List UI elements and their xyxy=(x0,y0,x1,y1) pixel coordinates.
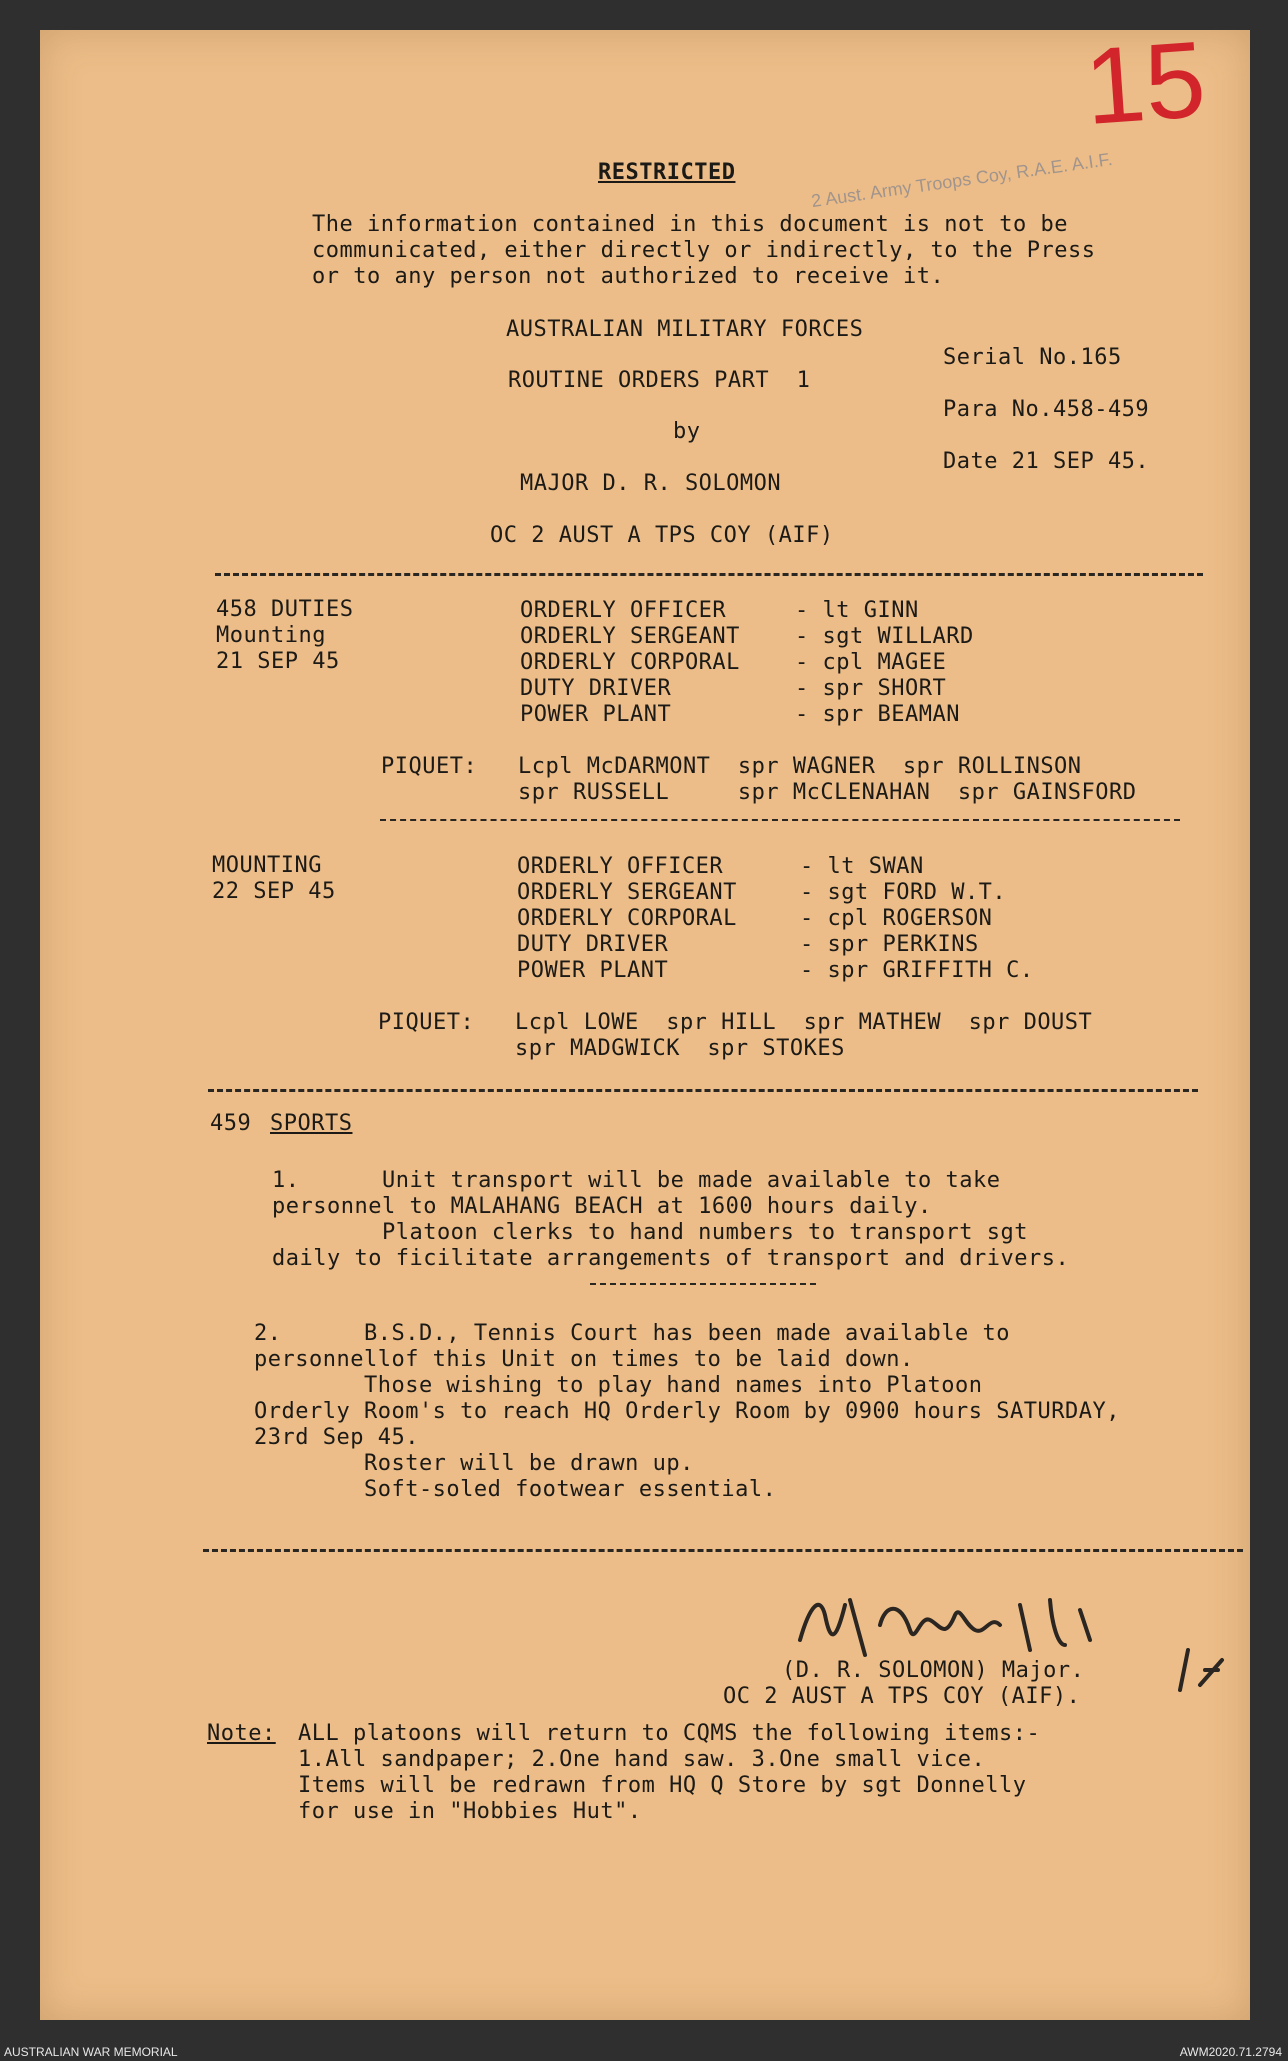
piquet-label: PIQUET: xyxy=(378,1010,475,1035)
note-label: Note: xyxy=(207,1721,276,1746)
piquet-label: PIQUET: xyxy=(381,754,478,779)
duty-name: - sgt WILLARD xyxy=(795,624,974,649)
divider xyxy=(215,573,1203,576)
sports-item2-line: Roster will be drawn up. xyxy=(254,1451,694,1476)
duties-label-2: Mounting xyxy=(216,623,326,648)
duty-role: ORDERLY CORPORAL xyxy=(517,906,737,931)
signatory-unit: OC 2 AUST A TPS COY (AIF). xyxy=(723,1684,1081,1709)
sports-item2-line: 2. B.S.D., Tennis Court has been made available to xyxy=(254,1321,1010,1346)
duty-role: DUTY DRIVER xyxy=(517,932,669,957)
duty-name: - cpl MAGEE xyxy=(795,650,947,675)
footer-accession: AWM2020.71.2794 xyxy=(1179,2045,1282,2059)
sports-item2-line: 23rd Sep 45. xyxy=(254,1425,419,1450)
restricted-heading: RESTRICTED xyxy=(598,160,736,185)
duty-name: - lt SWAN xyxy=(800,854,924,879)
page-number: 15 xyxy=(1080,17,1210,148)
sports-item1-line: Platoon clerks to hand numbers to transport sgt xyxy=(272,1220,1028,1245)
sports-item1-line: daily to ficilitate arrangements of transport and drivers. xyxy=(272,1246,1070,1271)
duty-name: - lt GINN xyxy=(795,598,919,623)
officer-name: MAJOR D. R. SOLOMON xyxy=(520,471,782,496)
duty-name: - sgt FORD W.T. xyxy=(800,880,1007,905)
duty-name: - spr SHORT xyxy=(795,676,947,701)
sports-item2-line: personnellof this Unit on times to be laid down. xyxy=(254,1347,914,1372)
duty-name: - spr BEAMAN xyxy=(795,702,960,727)
duty-role: ORDERLY SERGEANT xyxy=(520,624,740,649)
force-title: AUSTRALIAN MILITARY FORCES xyxy=(506,317,864,342)
notice-line-1: The information contained in this document is not to be xyxy=(312,212,1068,237)
note-line: ALL platoons will return to CQMS the following items:- xyxy=(298,1721,1041,1746)
notice-line-3: or to any person not authorized to receive it. xyxy=(312,264,945,289)
note-line: Items will be redrawn from HQ Q Store by sgt Donnelly xyxy=(298,1773,1027,1798)
duty-name: - spr GRIFFITH C. xyxy=(800,958,1034,983)
duty-role: POWER PLANT xyxy=(520,702,672,727)
piquet-line-2: spr MADGWICK spr STOKES xyxy=(515,1036,845,1061)
orders-title: ROUTINE ORDERS PART 1 xyxy=(508,368,811,393)
duty-role: DUTY DRIVER xyxy=(520,676,672,701)
duties-label-3: 21 SEP 45 xyxy=(216,649,340,674)
duty-role: ORDERLY OFFICER xyxy=(517,854,724,879)
divider xyxy=(208,1089,1198,1092)
handwritten-signature xyxy=(790,1585,1190,1665)
sports-heading: SPORTS xyxy=(270,1111,353,1136)
divider xyxy=(590,1283,816,1285)
duties-label-1: 458 DUTIES xyxy=(216,597,354,622)
order-date: Date 21 SEP 45. xyxy=(943,449,1150,474)
sports-item1-line: personnel to MALAHANG BEACH at 1600 hours daily. xyxy=(272,1194,932,1219)
duty-role: ORDERLY SERGEANT xyxy=(517,880,737,905)
sports-number: 459 xyxy=(210,1111,252,1136)
duty-name: - spr PERKINS xyxy=(800,932,979,957)
by-text: by xyxy=(673,419,701,444)
piquet-line-2: spr RUSSELL spr McCLENAHAN spr GAINSFORD xyxy=(518,780,1137,805)
duty-role: ORDERLY CORPORAL xyxy=(520,650,740,675)
sports-item2-line: Orderly Room's to reach HQ Orderly Room by 0900 hours SATURDAY, xyxy=(254,1399,1120,1424)
divider xyxy=(380,819,1180,821)
footer-archive: AUSTRALIAN WAR MEMORIAL xyxy=(4,2045,178,2059)
note-line: 1.All sandpaper; 2.One hand saw. 3.One small vice. xyxy=(298,1747,986,1772)
piquet-line-1: Lcpl McDARMONT spr WAGNER spr ROLLINSON xyxy=(518,754,1082,779)
piquet-line-1: Lcpl LOWE spr HILL spr MATHEW spr DOUST xyxy=(515,1010,1093,1035)
mounting-label-1: MOUNTING xyxy=(212,853,322,878)
serial-number: Serial No.165 xyxy=(943,345,1122,370)
sports-item1-line: 1. Unit transport will be made available to take xyxy=(272,1168,1001,1193)
notice-line-2: communicated, either directly or indirectly, to the Press xyxy=(312,238,1096,263)
duty-role: ORDERLY OFFICER xyxy=(520,598,727,623)
note-line: for use in "Hobbies Hut". xyxy=(298,1799,642,1824)
duty-name: - cpl ROGERSON xyxy=(800,906,993,931)
mounting-label-2: 22 SEP 45 xyxy=(212,879,336,904)
divider xyxy=(203,1549,1243,1552)
sports-item2-line: Soft-soled footwear essential. xyxy=(254,1477,777,1502)
signatory-name: (D. R. SOLOMON) Major. xyxy=(782,1658,1085,1683)
handwritten-initial-mark xyxy=(1160,1640,1240,1700)
sports-item2-line: Those wishing to play hand names into Platoon xyxy=(254,1373,983,1398)
unit-name: OC 2 AUST A TPS COY (AIF) xyxy=(490,523,834,548)
unit-stamp: 2 Aust. Army Troops Coy, R.A.E. A.I.F. xyxy=(810,148,1114,212)
para-number: Para No.458-459 xyxy=(943,397,1150,422)
duty-role: POWER PLANT xyxy=(517,958,669,983)
